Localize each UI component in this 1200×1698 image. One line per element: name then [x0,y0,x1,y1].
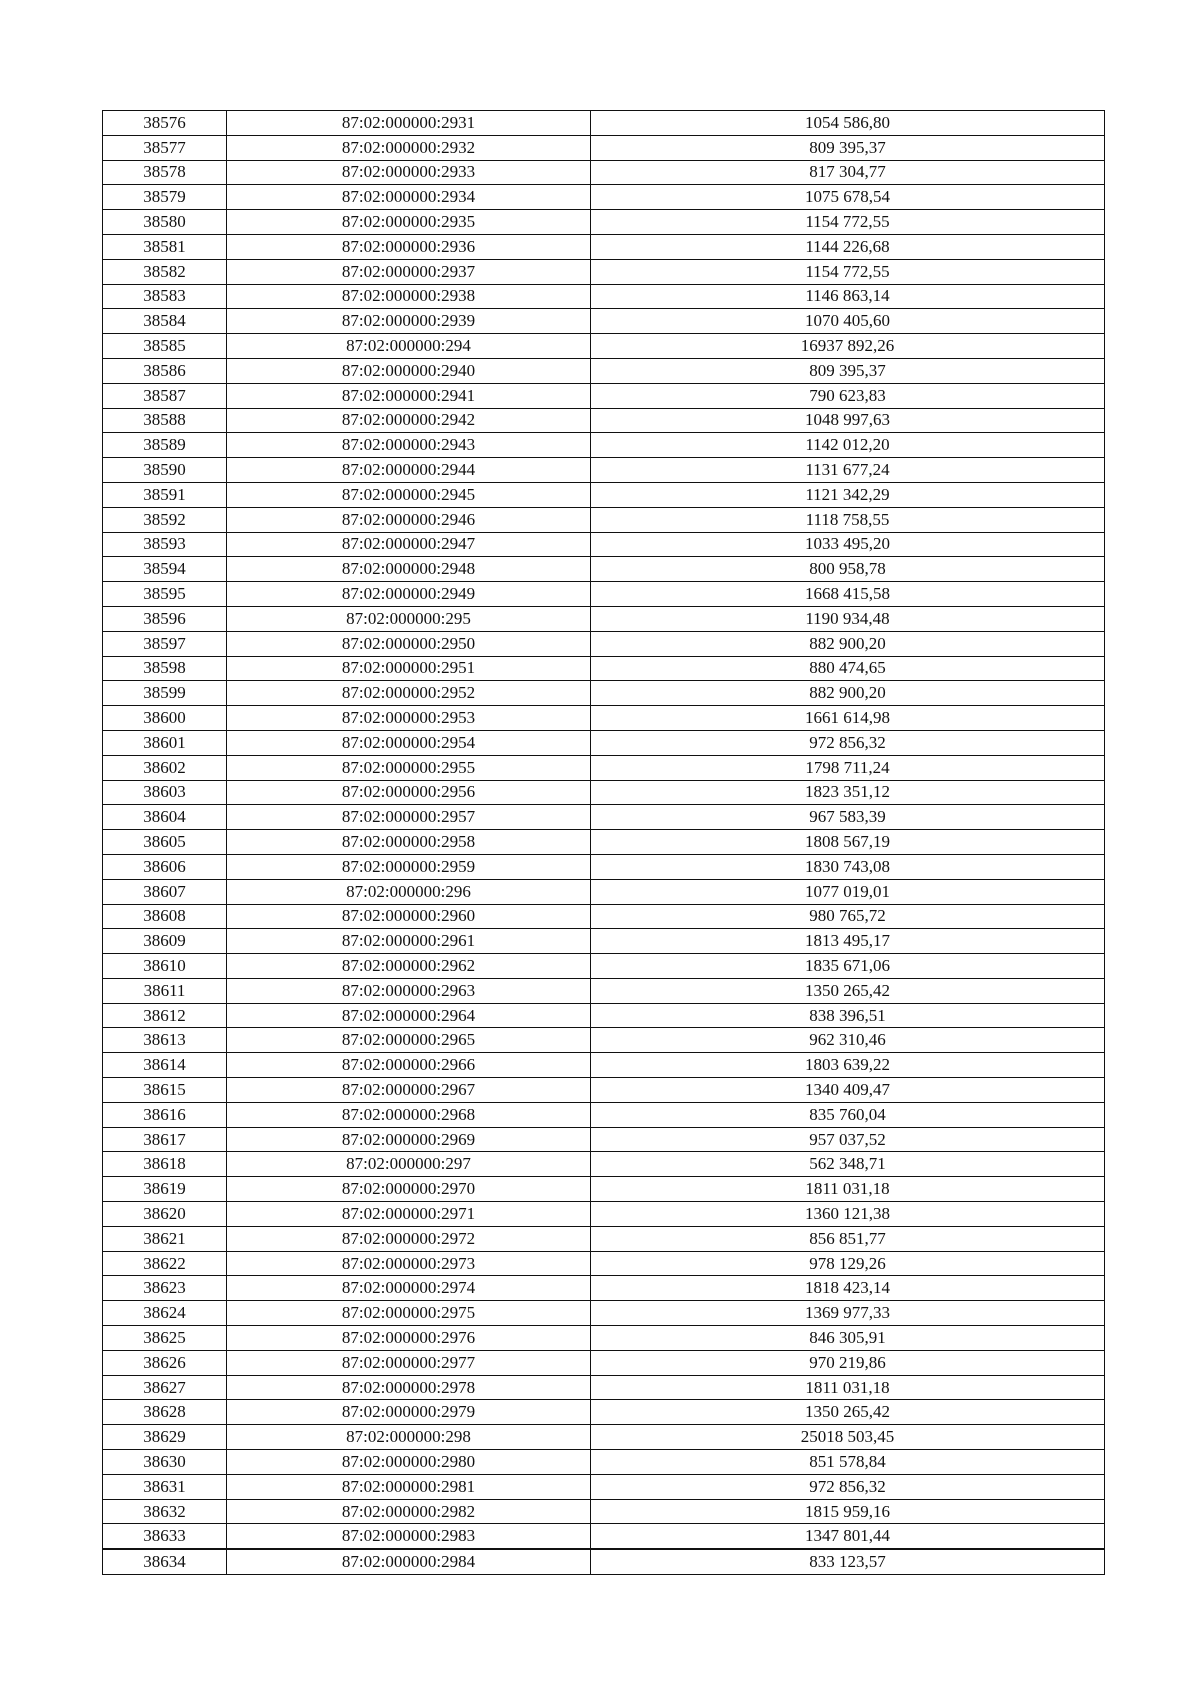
cadastral-number-cell: 87:02:000000:2960 [227,904,591,929]
cadastral-number-cell: 87:02:000000:2939 [227,309,591,334]
cadastral-number-cell: 87:02:000000:2968 [227,1102,591,1127]
row-number-cell: 38586 [103,358,227,383]
cadastral-value-cell: 809 395,37 [591,135,1105,160]
cadastral-number-cell: 87:02:000000:2978 [227,1375,591,1400]
cadastral-number-cell: 87:02:000000:2974 [227,1276,591,1301]
row-number-cell: 38588 [103,408,227,433]
table-row [103,606,1105,631]
cadastral-number-cell: 87:02:000000:2967 [227,1078,591,1103]
cadastral-value-cell: 833 123,57 [591,1549,1105,1574]
table-row [103,656,1105,681]
cadastral-value-cell: 1668 415,58 [591,582,1105,607]
row-number-cell: 38577 [103,135,227,160]
row-number-cell: 38585 [103,334,227,359]
table-row [103,1226,1105,1251]
table-body [103,111,1105,1575]
cadastral-number-cell: 87:02:000000:2940 [227,358,591,383]
cadastral-number-cell: 87:02:000000:2949 [227,582,591,607]
cadastral-number-cell: 87:02:000000:2954 [227,730,591,755]
cadastral-number-cell: 87:02:000000:2957 [227,805,591,830]
row-number-cell: 38620 [103,1202,227,1227]
cadastral-value-cell: 882 900,20 [591,631,1105,656]
table-row [103,284,1105,309]
table-row [103,557,1105,582]
table-row [103,929,1105,954]
table-row [103,383,1105,408]
cadastral-number-cell: 87:02:000000:2979 [227,1400,591,1425]
table-row [103,631,1105,656]
cadastral-number-cell: 87:02:000000:2945 [227,482,591,507]
cadastral-value-cell: 838 396,51 [591,1003,1105,1028]
cadastral-number-cell: 87:02:000000:2932 [227,135,591,160]
cadastral-number-cell: 87:02:000000:2943 [227,433,591,458]
cadastral-value-cell: 1075 678,54 [591,185,1105,210]
table-row [103,433,1105,458]
row-number-cell: 38633 [103,1524,227,1549]
cadastral-value-cell: 1798 711,24 [591,755,1105,780]
cadastral-value-cell: 1154 772,55 [591,259,1105,284]
table-row [103,1425,1105,1450]
cadastral-value-cell: 1811 031,18 [591,1375,1105,1400]
cadastral-value-cell: 1808 567,19 [591,830,1105,855]
row-number-cell: 38582 [103,259,227,284]
cadastral-number-cell: 87:02:000000:2965 [227,1028,591,1053]
cadastral-number-cell: 87:02:000000:2977 [227,1350,591,1375]
cadastral-value-cell: 1815 959,16 [591,1499,1105,1524]
cadastral-number-cell: 87:02:000000:2948 [227,557,591,582]
cadastral-number-cell: 87:02:000000:2966 [227,1053,591,1078]
cadastral-number-cell: 87:02:000000:2975 [227,1301,591,1326]
row-number-cell: 38615 [103,1078,227,1103]
cadastral-number-cell: 87:02:000000:2953 [227,706,591,731]
row-number-cell: 38619 [103,1177,227,1202]
cadastral-number-cell: 87:02:000000:2959 [227,854,591,879]
table-row [103,706,1105,731]
table-row [103,1350,1105,1375]
cadastral-value-cell: 1077 019,01 [591,879,1105,904]
cadastral-value-cell: 1048 997,63 [591,408,1105,433]
table-row [103,358,1105,383]
cadastral-value-cell: 800 958,78 [591,557,1105,582]
cadastral-value-cell: 882 900,20 [591,681,1105,706]
row-number-cell: 38605 [103,830,227,855]
table-row [103,111,1105,136]
table-row [103,730,1105,755]
row-number-cell: 38578 [103,160,227,185]
table-row [103,1028,1105,1053]
row-number-cell: 38580 [103,210,227,235]
cadastral-number-cell: 87:02:000000:2955 [227,755,591,780]
cadastral-number-cell: 87:02:000000:2935 [227,210,591,235]
row-number-cell: 38631 [103,1474,227,1499]
row-number-cell: 38595 [103,582,227,607]
cadastral-number-cell: 87:02:000000:2952 [227,681,591,706]
row-number-cell: 38632 [103,1499,227,1524]
row-number-cell: 38606 [103,854,227,879]
cadastral-number-cell: 87:02:000000:2970 [227,1177,591,1202]
cadastral-number-cell: 87:02:000000:2969 [227,1127,591,1152]
cadastral-number-cell: 87:02:000000:294 [227,334,591,359]
cadastral-value-cell: 1360 121,38 [591,1202,1105,1227]
cadastral-value-cell: 1823 351,12 [591,780,1105,805]
row-number-cell: 38623 [103,1276,227,1301]
cadastral-number-cell: 87:02:000000:2942 [227,408,591,433]
cadastral-value-cell: 972 856,32 [591,1474,1105,1499]
cadastral-number-cell: 87:02:000000:2947 [227,532,591,557]
row-number-cell: 38579 [103,185,227,210]
cadastral-value-cell: 790 623,83 [591,383,1105,408]
table-row [103,1251,1105,1276]
cadastral-value-cell: 1818 423,14 [591,1276,1105,1301]
cadastral-number-cell: 87:02:000000:2971 [227,1202,591,1227]
row-number-cell: 38591 [103,482,227,507]
row-number-cell: 38593 [103,532,227,557]
table-row [103,1053,1105,1078]
cadastral-value-cell: 1369 977,33 [591,1301,1105,1326]
row-number-cell: 38581 [103,234,227,259]
cadastral-value-cell: 967 583,39 [591,805,1105,830]
row-number-cell: 38584 [103,309,227,334]
row-number-cell: 38624 [103,1301,227,1326]
table-row [103,1524,1105,1549]
cadastral-value-cell: 1121 342,29 [591,482,1105,507]
cadastral-number-cell: 87:02:000000:2941 [227,383,591,408]
cadastral-value-cell: 1131 677,24 [591,458,1105,483]
table-row [103,458,1105,483]
row-number-cell: 38617 [103,1127,227,1152]
row-number-cell: 38627 [103,1375,227,1400]
cadastral-value-cell: 851 578,84 [591,1450,1105,1475]
table-row [103,259,1105,284]
row-number-cell: 38625 [103,1326,227,1351]
row-number-cell: 38613 [103,1028,227,1053]
table-row [103,954,1105,979]
row-number-cell: 38634 [103,1549,227,1574]
cadastral-value-cell: 1118 758,55 [591,507,1105,532]
cadastral-value-cell: 972 856,32 [591,730,1105,755]
cadastral-value-cell: 1811 031,18 [591,1177,1105,1202]
table-row [103,160,1105,185]
table-row [103,1326,1105,1351]
cadastral-number-cell: 87:02:000000:2950 [227,631,591,656]
table-row [103,234,1105,259]
cadastral-value-cell: 1830 743,08 [591,854,1105,879]
cadastral-value-cell: 846 305,91 [591,1326,1105,1351]
row-number-cell: 38609 [103,929,227,954]
cadastral-value-cell: 1835 671,06 [591,954,1105,979]
table-row [103,309,1105,334]
row-number-cell: 38626 [103,1350,227,1375]
cadastral-number-cell: 87:02:000000:2964 [227,1003,591,1028]
cadastral-value-cell: 1661 614,98 [591,706,1105,731]
cadastral-number-cell: 87:02:000000:298 [227,1425,591,1450]
row-number-cell: 38612 [103,1003,227,1028]
cadastral-value-cell: 1340 409,47 [591,1078,1105,1103]
table-row [103,482,1105,507]
cadastral-value-cell: 1146 863,14 [591,284,1105,309]
cadastral-number-cell: 87:02:000000:2946 [227,507,591,532]
cadastral-number-cell: 87:02:000000:2984 [227,1549,591,1574]
cadastral-value-cell: 1350 265,42 [591,1400,1105,1425]
cadastral-number-cell: 87:02:000000:2983 [227,1524,591,1549]
cadastral-number-cell: 87:02:000000:297 [227,1152,591,1177]
cadastral-number-cell: 87:02:000000:2981 [227,1474,591,1499]
row-number-cell: 38589 [103,433,227,458]
cadastral-number-cell: 87:02:000000:2938 [227,284,591,309]
cadastral-number-cell: 87:02:000000:2972 [227,1226,591,1251]
table-row [103,1400,1105,1425]
cadastral-value-cell: 978 129,26 [591,1251,1105,1276]
cadastral-number-cell: 87:02:000000:2934 [227,185,591,210]
table-row [103,1003,1105,1028]
table-row [103,507,1105,532]
table-row [103,408,1105,433]
cadastral-value-cell: 1190 934,48 [591,606,1105,631]
cadastral-value-cell: 1142 012,20 [591,433,1105,458]
row-number-cell: 38590 [103,458,227,483]
cadastral-number-cell: 87:02:000000:2951 [227,656,591,681]
cadastral-value-cell: 1350 265,42 [591,978,1105,1003]
cadastral-number-cell: 87:02:000000:2944 [227,458,591,483]
cadastral-number-cell: 87:02:000000:295 [227,606,591,631]
row-number-cell: 38592 [103,507,227,532]
cadastral-number-cell: 87:02:000000:2973 [227,1251,591,1276]
row-number-cell: 38630 [103,1450,227,1475]
row-number-cell: 38600 [103,706,227,731]
row-number-cell: 38598 [103,656,227,681]
table-row [103,582,1105,607]
table-row [103,532,1105,557]
table-row [103,780,1105,805]
table-row [103,1102,1105,1127]
cadastral-value-cell: 1070 405,60 [591,309,1105,334]
cadastral-number-cell: 87:02:000000:2961 [227,929,591,954]
row-number-cell: 38608 [103,904,227,929]
table-row [103,1202,1105,1227]
table-row [103,334,1105,359]
cadastral-number-cell: 87:02:000000:2931 [227,111,591,136]
cadastral-number-cell: 87:02:000000:2976 [227,1326,591,1351]
table-row [103,1450,1105,1475]
cadastral-number-cell: 87:02:000000:2958 [227,830,591,855]
row-number-cell: 38622 [103,1251,227,1276]
row-number-cell: 38601 [103,730,227,755]
table-row [103,805,1105,830]
table-row [103,1301,1105,1326]
table-row [103,904,1105,929]
table-row [103,830,1105,855]
table-row [103,1177,1105,1202]
row-number-cell: 38616 [103,1102,227,1127]
table-row [103,185,1105,210]
row-number-cell: 38618 [103,1152,227,1177]
table-row [103,1276,1105,1301]
row-number-cell: 38597 [103,631,227,656]
row-number-cell: 38607 [103,879,227,904]
table-row [103,1127,1105,1152]
cadastral-value-cell: 809 395,37 [591,358,1105,383]
row-number-cell: 38621 [103,1226,227,1251]
row-number-cell: 38576 [103,111,227,136]
cadastral-value-table [102,110,1105,1575]
cadastral-value-cell: 1033 495,20 [591,532,1105,557]
cadastral-number-cell: 87:02:000000:2962 [227,954,591,979]
cadastral-value-cell: 817 304,77 [591,160,1105,185]
table-row [103,1375,1105,1400]
cadastral-value-cell: 962 310,46 [591,1028,1105,1053]
table-row [103,1152,1105,1177]
cadastral-value-cell: 880 474,65 [591,656,1105,681]
cadastral-value-cell: 856 851,77 [591,1226,1105,1251]
cadastral-number-cell: 87:02:000000:2980 [227,1450,591,1475]
table-row [103,681,1105,706]
row-number-cell: 38587 [103,383,227,408]
table-row [103,135,1105,160]
cadastral-number-cell: 87:02:000000:2963 [227,978,591,1003]
row-number-cell: 38602 [103,755,227,780]
row-number-cell: 38604 [103,805,227,830]
row-number-cell: 38594 [103,557,227,582]
cadastral-value-cell: 25018 503,45 [591,1425,1105,1450]
row-number-cell: 38583 [103,284,227,309]
cadastral-value-cell: 957 037,52 [591,1127,1105,1152]
cadastral-number-cell: 87:02:000000:2982 [227,1499,591,1524]
cadastral-number-cell: 87:02:000000:2936 [227,234,591,259]
cadastral-value-cell: 16937 892,26 [591,334,1105,359]
cadastral-value-cell: 1054 586,80 [591,111,1105,136]
cadastral-value-cell: 1154 772,55 [591,210,1105,235]
cadastral-value-cell: 1813 495,17 [591,929,1105,954]
row-number-cell: 38603 [103,780,227,805]
row-number-cell: 38596 [103,606,227,631]
table-row [103,1078,1105,1103]
cadastral-number-cell: 87:02:000000:2933 [227,160,591,185]
table-row [103,854,1105,879]
cadastral-value-cell: 1347 801,44 [591,1524,1105,1549]
table-row [103,879,1105,904]
cadastral-value-cell: 1803 639,22 [591,1053,1105,1078]
row-number-cell: 38599 [103,681,227,706]
table-row [103,1549,1105,1574]
cadastral-value-cell: 970 219,86 [591,1350,1105,1375]
row-number-cell: 38628 [103,1400,227,1425]
cadastral-number-cell: 87:02:000000:2956 [227,780,591,805]
cadastral-value-cell: 835 760,04 [591,1102,1105,1127]
cadastral-number-cell: 87:02:000000:296 [227,879,591,904]
row-number-cell: 38614 [103,1053,227,1078]
row-number-cell: 38611 [103,978,227,1003]
table-row [103,978,1105,1003]
table-row [103,210,1105,235]
row-number-cell: 38610 [103,954,227,979]
cadastral-value-cell: 562 348,71 [591,1152,1105,1177]
table-row [103,1499,1105,1524]
table-row [103,1474,1105,1499]
row-number-cell: 38629 [103,1425,227,1450]
cadastral-value-cell: 980 765,72 [591,904,1105,929]
cadastral-number-cell: 87:02:000000:2937 [227,259,591,284]
cadastral-value-cell: 1144 226,68 [591,234,1105,259]
table-row [103,755,1105,780]
